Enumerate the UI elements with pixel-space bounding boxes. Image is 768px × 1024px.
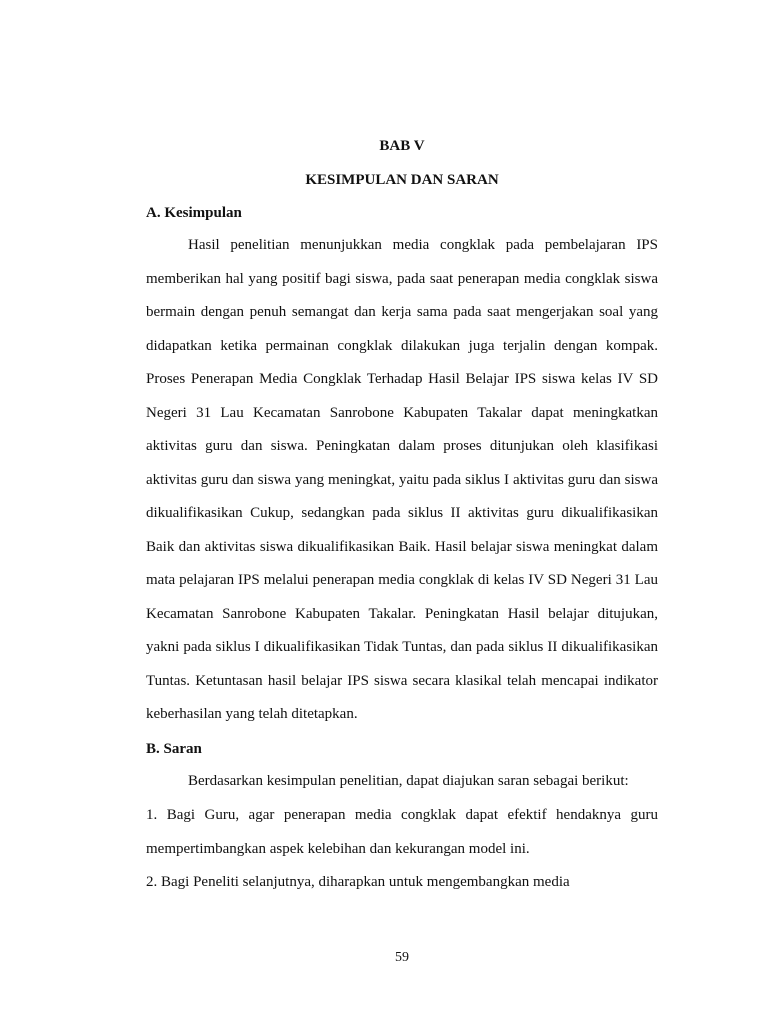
list-item-saran-1: 1. Bagi Guru, agar penerapan media congklak dapat efektif hendaknya guru mempertimbangkan aspek kelebihan dan kekurangan model ini. (146, 807, 658, 857)
section-heading-saran: B. Saran (146, 741, 202, 757)
chapter-heading: BAB V (379, 138, 425, 154)
chapter-title: KESIMPULAN DAN SARAN (305, 172, 499, 188)
section-heading-kesimpulan: A. Kesimpulan (146, 205, 242, 221)
paragraph-saran-intro: Berdasarkan kesimpulan penelitian, dapat diajukan saran sebagai berikut: (188, 773, 629, 789)
paragraph-kesimpulan: Hasil penelitian menunjukkan media congklak pada pembelajaran IPS memberikan hal yang positif bagi siswa, pada saat penerapan media congklak siswa bermain dengan penuh semangat dan kerja sama pada saat mengerjakan soal yang didapatkan ketika permainan congklak dilakukan juga terjalin dengan kompak. Proses Penerapan Media Congklak Terhadap Hasil Belajar IPS siswa kelas IV SD Negeri 31 Lau Kecamatan Sanrobone Kabupaten Takalar dapat meningkatkan aktivitas guru dan siswa. Peningkatan dalam proses ditunjukan oleh klasifikasi aktivitas guru dan siswa yang meningkat, yaitu pada siklus I aktivitas guru dan siswa dikualifikasikan Cukup, sedangkan pada siklus II aktivitas guru dikualifikasikan Baik dan aktivitas siswa dikualifikasikan Baik. Hasil belajar siswa meningkat dalam mata pelajaran IPS melalui penerapan media congklak di kelas IV SD Negeri 31 Lau Kecamatan Sanrobone Kabupaten Takalar. Peningkatan Hasil belajar ditujukan, yakni pada siklus I dikualifikasikan Tidak Tuntas, dan pada siklus II dikualifikasikan Tuntas. Ketuntasan hasil belajar IPS siswa secara klasikal telah mencapai indikator keberhasilan yang telah ditetapkan. (146, 237, 658, 722)
page-number: 59 (395, 950, 409, 965)
list-item-saran-2: 2. Bagi Peneliti selanjutnya, diharapkan untuk mengembangkan media (146, 874, 570, 890)
